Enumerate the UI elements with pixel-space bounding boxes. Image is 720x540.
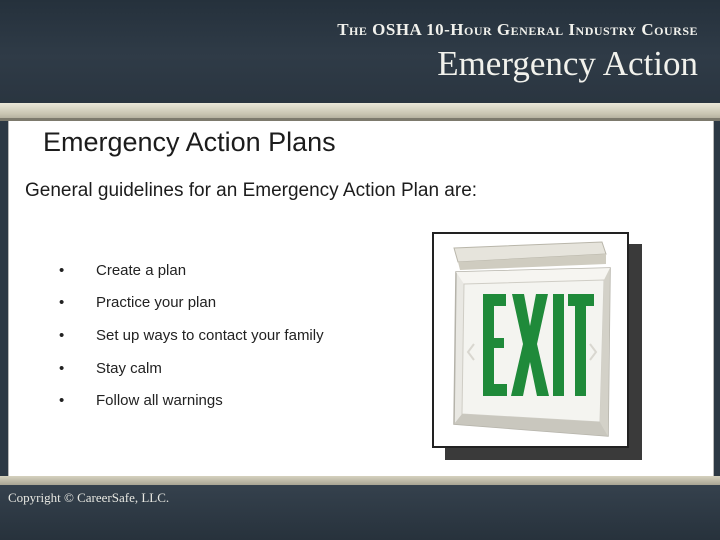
header-divider [0, 103, 720, 121]
footer-divider [0, 476, 720, 485]
list-item [59, 392, 399, 414]
intro-text: General guidelines for an Emergency Action Plan are: [25, 180, 478, 201]
bullet-text: Create a plan [96, 262, 187, 279]
bullet-icon: • [59, 294, 65, 311]
list-item [59, 262, 399, 284]
exit-sign-icon [434, 234, 627, 446]
bullet-icon: • [59, 262, 65, 279]
bullet-text: Stay calm [96, 360, 162, 377]
course-title: The OSHA 10-Hour General Industry Course [337, 20, 698, 39]
module-title: Emergency Action [437, 44, 698, 83]
bullet-text: Practice your plan [96, 294, 217, 311]
slide-footer [0, 485, 720, 540]
bullet-icon: • [59, 360, 65, 377]
bullet-icon: • [59, 392, 65, 409]
slide-content [8, 121, 714, 476]
copyright-text: Copyright © CareerSafe, LLC. [8, 490, 170, 505]
list-item [59, 360, 399, 382]
bullet-text: Follow all warnings [96, 392, 223, 409]
list-item [59, 327, 399, 349]
slide-heading: Emergency Action Plans [43, 127, 336, 157]
slide-header [0, 0, 720, 103]
exit-sign-image [432, 232, 629, 448]
bullet-text: Set up ways to contact your family [96, 327, 324, 344]
list-item [59, 294, 399, 316]
bullet-icon: • [59, 327, 65, 344]
